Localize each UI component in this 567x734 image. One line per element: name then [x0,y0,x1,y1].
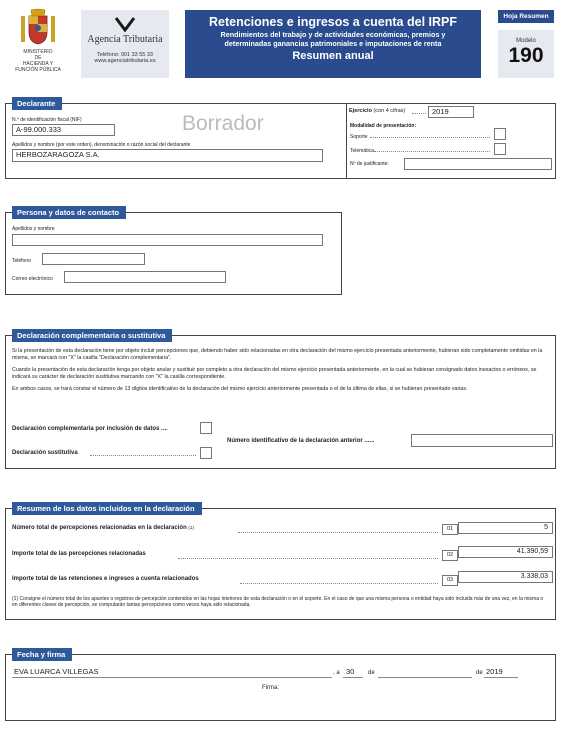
complementaria-title: Declaración complementaria o sustitutiva [12,329,172,342]
soporte-label: Soporte [350,134,368,140]
contact-email-label: Correo electrónico [12,276,53,282]
firma-title: Fecha y firma [12,648,72,661]
contact-phone-label: Teléfono [12,258,31,264]
agency-phone: Teléfono: 901 33 55 33 [97,52,153,58]
complementaria-section [5,331,556,469]
ministry-logo [5,8,71,78]
resumen-row-code: 02 [442,550,458,561]
resumen-row-label: Importe total de las retenciones e ingresos a cuenta relacionados [12,576,199,582]
declarante-title: Declarante [12,97,62,110]
agency-web: www.agenciatributaria.es [94,58,156,64]
name-label: Apellidos y nombre (por este orden), denominación o razón social del declarante [12,142,191,148]
modalidad-label: Modalidad de presentación: [350,123,417,129]
page-subtitle: Rendimientos del trabajo y de actividades económicas, premios y determinadas ganancias patrimoniales e imputaciones de renta [220,30,446,48]
agency-logo [81,10,169,78]
resumen-row-dots [238,532,438,533]
resumen-row-code: 01 [442,524,458,535]
importe-percepciones-field[interactable]: 41.390,59 [458,546,553,558]
contacto-title: Persona y datos de contacto [12,206,126,219]
contact-email-field[interactable] [64,271,226,283]
firma-year-line [484,677,518,678]
firma-day[interactable]: 30 [346,667,355,676]
nif-field[interactable]: A-99.000.333 [12,124,115,136]
anterior-field[interactable] [411,434,553,447]
complementaria-para2: Cuando la presentación de esta declaración tenga por objeto anular y sustituir por completo a otra declaración del mismo ejercicio presentada anteriormente, en la cual se hubieran consignado datos inexactos o erróneos, se indicará su carácter de declaración sustitutiva marcando con "X" la casilla correspondiente. [12,367,537,380]
justificante-field[interactable] [404,158,552,170]
contact-phone-field[interactable] [42,253,145,265]
contact-name-field[interactable] [12,234,323,246]
telematica-label: Telemática [350,148,374,154]
soporte-dots [370,137,490,138]
page-title: Retenciones e ingresos a cuenta del IRPF [209,15,457,29]
name-field[interactable]: HERBOZARAGOZA S.A. [12,149,323,162]
firma-place-name[interactable]: EVA LUARCA VILLEGAS [14,667,99,676]
declarante-section [5,99,556,179]
agency-name: Agencia Tributaria [87,34,163,45]
contacto-section [5,208,342,295]
resumen-row-code: 03 [442,575,458,586]
ministry-name: MINISTERIO DE HACIENDA Y FUNCIÓN PÚBLICA [15,49,61,73]
firma-section [5,650,556,721]
sheet-label: Hoja Resumen [498,10,554,23]
firma-label: Firma: [262,685,279,691]
sustitutiva-dots [90,455,196,456]
coat-of-arms-icon [19,8,57,48]
firma-de-label: de [476,670,483,676]
sustitutiva-checkbox[interactable] [200,447,212,459]
agency-logo-icon [114,16,136,32]
telematica-dots [374,151,490,152]
justificante-label: Nº de justificante: [350,161,389,167]
modelo-number: 190 [508,44,544,67]
modelo-label: Modelo [516,38,536,44]
ejercicio-field[interactable]: 2019 [428,106,474,118]
modelo-box [498,30,554,78]
contact-name-label: Apellidos y nombre [12,226,55,232]
ejercicio-dots [412,113,426,114]
complementaria-para1: Si la presentación de esta declaración tiene por objeto incluir percepciones que, debiendo haber sido relacionadas en otra declaración del mismo ejercicio presentada anteriormente, hubieran sido completamente omitidas en la misma, se marcará con "X" la casilla "Declaración complementaria". [12,348,543,361]
importe-retenciones-field[interactable]: 3.338,03 [458,571,553,583]
nif-label: N.º de identificación fiscal (NIF) [12,117,82,123]
firma-month-line[interactable] [378,677,472,678]
firma-day-line [343,677,363,678]
resumen-section [5,504,556,620]
ejercicio-row: Ejercicio (con 4 cifras) [349,108,406,114]
resumen-row-label: Número total de percepciones relacionadas en la declaración (1) [12,525,194,531]
resumen-footnote: (1) Consigne el número total de los apuntes o registros de percepción contenidos en las hojas interiores de esta declaración o en el soporte. En el caso de que una misma persona o entidad haya sido incluida más de una vez, en la misma o en diferentes claves de percepción, se computarán tantas percepciones como veces haya sido relacionada. [12,596,544,609]
firma-a-label: , a [333,670,340,676]
header-title-box [185,10,481,78]
declarante-divider [346,104,347,178]
summary-label: Resumen anual [292,50,374,62]
complementaria-para3: En ambos casos, se hará constar el número de 13 dígitos identificativo de la declaración del mismo ejercicio anteriormente presentada o el de la última de ellas, si se hubieran presentado varias. [12,386,468,392]
resumen-row-dots [178,558,438,559]
firma-de-label: de [368,670,375,676]
anterior-label: Número identificativo de la declaración anterior ...... [227,438,375,444]
complementaria-checkbox[interactable] [200,422,212,434]
telematica-checkbox[interactable] [494,143,506,155]
resumen-row-label: Importe total de las percepciones relacionadas [12,551,146,557]
draft-watermark: Borrador [182,112,264,135]
sustitutiva-label: Declaración sustitutiva [12,450,78,456]
soporte-checkbox[interactable] [494,128,506,140]
total-percepciones-field[interactable]: 5 [458,522,553,534]
firma-name-line [12,677,332,678]
resumen-title: Resumen de los datos incluidos en la declaración [12,502,202,515]
firma-year[interactable]: 2019 [486,667,503,676]
complementaria-label: Declaración complementaria por inclusión de datos .... [12,426,168,432]
resumen-row-dots [240,583,438,584]
